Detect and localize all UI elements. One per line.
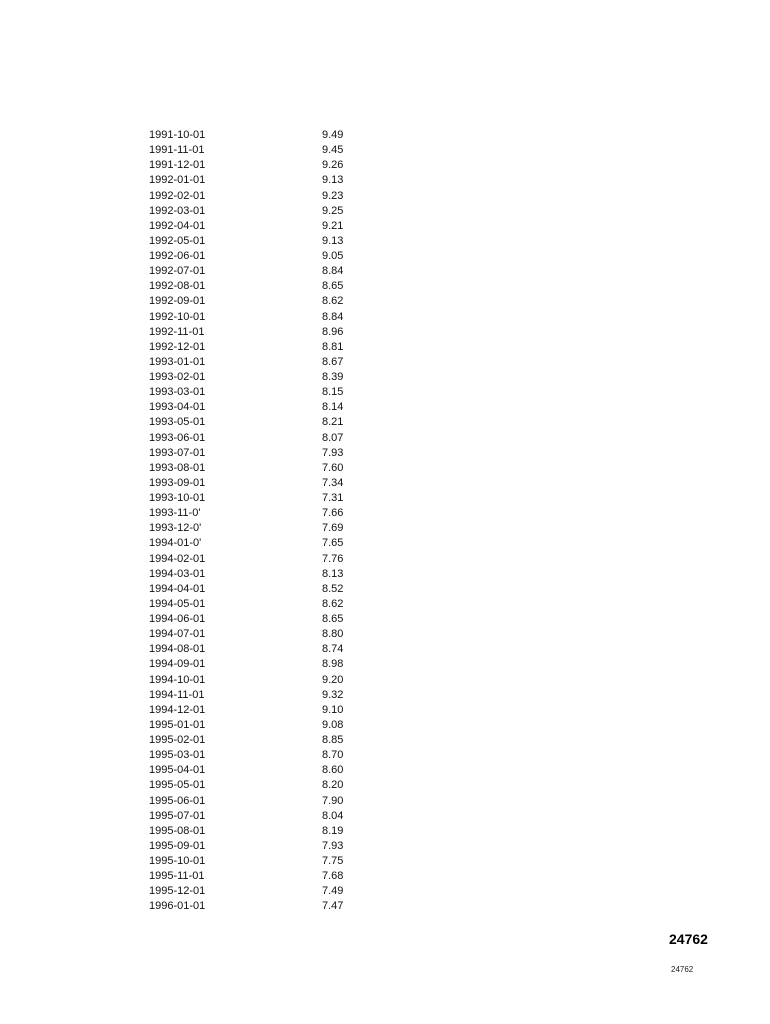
value-cell: 7.65 bbox=[322, 537, 344, 550]
value-cell: 8.62 bbox=[322, 295, 344, 308]
date-cell: 1993-07-01 bbox=[149, 446, 206, 459]
value-cell: 7.76 bbox=[322, 552, 344, 565]
value-cell: 9.08 bbox=[322, 718, 344, 731]
date-cell: 1991-12-01 bbox=[149, 159, 206, 172]
value-cell: 9.23 bbox=[322, 189, 344, 202]
value-cell: 9.13 bbox=[322, 234, 344, 247]
date-cell: 1994-05-01 bbox=[149, 597, 206, 610]
table-row bbox=[149, 189, 389, 204]
table-row bbox=[149, 128, 389, 143]
value-cell: 8.60 bbox=[322, 764, 344, 777]
value-cell: 7.90 bbox=[322, 794, 344, 807]
document-id-small: 24762 bbox=[671, 965, 694, 974]
date-cell: 1992-06-01 bbox=[149, 250, 206, 262]
value-cell: 8.21 bbox=[322, 416, 344, 429]
date-cell: 1994-04-01 bbox=[149, 582, 206, 595]
table-row bbox=[149, 294, 389, 309]
date-cell: 1993-10-01 bbox=[149, 492, 206, 504]
value-cell: 7.60 bbox=[322, 461, 344, 474]
value-cell: 8.52 bbox=[322, 582, 344, 595]
document-id-bold: 24762 bbox=[669, 931, 708, 947]
table-row bbox=[149, 809, 389, 824]
value-cell: 9.05 bbox=[322, 250, 344, 262]
date-cell: 1993-05-01 bbox=[149, 416, 206, 429]
value-cell: 8.15 bbox=[322, 386, 344, 399]
table-row bbox=[149, 869, 389, 884]
table-row bbox=[149, 597, 389, 612]
table-row bbox=[149, 370, 389, 385]
table-row bbox=[149, 703, 389, 718]
value-cell: 8.13 bbox=[322, 567, 344, 580]
date-cell: 1994-08-01 bbox=[149, 643, 206, 656]
date-cell: 1995-04-01 bbox=[149, 764, 206, 777]
table-row bbox=[149, 718, 389, 733]
table-row bbox=[149, 143, 389, 158]
table-row bbox=[149, 400, 389, 415]
value-cell: 8.96 bbox=[322, 325, 344, 338]
date-cell: 1995-07-01 bbox=[149, 809, 206, 822]
date-cell: 1992-04-01 bbox=[149, 219, 206, 232]
date-cell: 1994-11-01 bbox=[149, 688, 205, 701]
value-cell: 7.34 bbox=[322, 476, 344, 489]
date-cell: 1992-01-01 bbox=[149, 174, 206, 187]
value-cell: 8.65 bbox=[322, 613, 344, 625]
value-cell: 8.07 bbox=[322, 431, 344, 444]
table-row bbox=[149, 627, 389, 642]
date-cell: 1995-06-01 bbox=[149, 794, 206, 807]
date-cell: 1995-08-01 bbox=[149, 824, 206, 837]
date-cell: 1994-01-0' bbox=[149, 537, 202, 550]
date-cell: 1993-03-01 bbox=[149, 386, 206, 399]
data-table bbox=[149, 128, 389, 915]
value-cell: 7.69 bbox=[322, 522, 344, 535]
table-row bbox=[149, 657, 389, 672]
table-row bbox=[149, 173, 389, 188]
value-cell: 9.10 bbox=[322, 703, 344, 716]
date-cell: 1996-01-01 bbox=[149, 900, 206, 913]
date-cell: 1993-04-01 bbox=[149, 401, 206, 414]
date-cell: 1992-12-01 bbox=[149, 340, 206, 353]
value-cell: 9.26 bbox=[322, 159, 344, 172]
table-row bbox=[149, 219, 389, 234]
date-cell: 1993-06-01 bbox=[149, 431, 206, 444]
table-row bbox=[149, 461, 389, 476]
table-row bbox=[149, 899, 389, 914]
table-row bbox=[149, 310, 389, 325]
table-row bbox=[149, 884, 389, 899]
value-cell: 9.20 bbox=[322, 673, 344, 686]
table-row bbox=[149, 491, 389, 506]
date-cell: 1995-10-01 bbox=[149, 855, 206, 867]
date-cell: 1993-09-01 bbox=[149, 476, 206, 489]
value-cell: 8.85 bbox=[322, 734, 344, 746]
value-cell: 9.45 bbox=[322, 144, 344, 157]
date-cell: 1995-09-01 bbox=[149, 839, 206, 852]
value-cell: 8.84 bbox=[322, 310, 344, 323]
value-cell: 9.49 bbox=[322, 129, 344, 141]
table-row bbox=[149, 204, 389, 219]
value-cell: 8.74 bbox=[322, 643, 344, 656]
table-row bbox=[149, 642, 389, 657]
date-cell: 1992-08-01 bbox=[149, 280, 206, 293]
table-row bbox=[149, 552, 389, 567]
value-cell: 8.81 bbox=[322, 340, 344, 353]
value-cell: 7.93 bbox=[322, 446, 344, 459]
value-cell: 8.04 bbox=[322, 809, 344, 822]
value-cell: 7.75 bbox=[322, 855, 344, 867]
table-row bbox=[149, 536, 389, 551]
value-cell: 8.80 bbox=[322, 628, 344, 641]
table-row bbox=[149, 673, 389, 688]
value-cell: 7.49 bbox=[322, 885, 344, 898]
value-cell: 9.25 bbox=[322, 204, 344, 217]
date-cell: 1991-11-01 bbox=[149, 144, 205, 157]
date-cell: 1994-07-01 bbox=[149, 628, 206, 641]
table-row bbox=[149, 824, 389, 839]
table-row bbox=[149, 582, 389, 597]
value-cell: 8.62 bbox=[322, 597, 344, 610]
table-row bbox=[149, 733, 389, 748]
date-cell: 1991-10-01 bbox=[149, 129, 206, 141]
date-cell: 1992-07-01 bbox=[149, 265, 206, 278]
table-row bbox=[149, 264, 389, 279]
date-cell: 1994-12-01 bbox=[149, 703, 206, 716]
date-cell: 1993-02-01 bbox=[149, 371, 206, 383]
value-cell: 8.84 bbox=[322, 265, 344, 278]
table-row bbox=[149, 249, 389, 264]
table-row bbox=[149, 325, 389, 340]
table-row bbox=[149, 688, 389, 703]
date-cell: 1994-09-01 bbox=[149, 658, 206, 671]
value-cell: 7.93 bbox=[322, 839, 344, 852]
value-cell: 8.14 bbox=[322, 401, 344, 414]
table-row bbox=[149, 355, 389, 370]
value-cell: 7.47 bbox=[322, 900, 344, 913]
date-cell: 1995-03-01 bbox=[149, 749, 206, 762]
value-cell: 7.31 bbox=[322, 492, 344, 504]
date-cell: 1993-12-0' bbox=[149, 522, 202, 535]
value-cell: 8.65 bbox=[322, 280, 344, 293]
date-cell: 1994-10-01 bbox=[149, 673, 206, 686]
table-row bbox=[149, 279, 389, 294]
value-cell: 9.13 bbox=[322, 174, 344, 187]
value-cell: 8.20 bbox=[322, 779, 344, 792]
table-row bbox=[149, 431, 389, 446]
value-cell: 9.32 bbox=[322, 688, 344, 701]
table-row bbox=[149, 567, 389, 582]
date-cell: 1993-01-01 bbox=[149, 355, 206, 368]
date-cell: 1992-11-01 bbox=[149, 325, 205, 338]
table-row bbox=[149, 748, 389, 763]
table-row bbox=[149, 340, 389, 355]
table-row bbox=[149, 385, 389, 400]
table-row bbox=[149, 234, 389, 249]
value-cell: 8.70 bbox=[322, 749, 344, 762]
table-row bbox=[149, 778, 389, 793]
date-cell: 1994-02-01 bbox=[149, 552, 206, 565]
table-row bbox=[149, 415, 389, 430]
table-row bbox=[149, 763, 389, 778]
table-row bbox=[149, 476, 389, 491]
date-cell: 1992-03-01 bbox=[149, 204, 206, 217]
date-cell: 1993-08-01 bbox=[149, 461, 206, 474]
table-row bbox=[149, 446, 389, 461]
date-cell: 1995-01-01 bbox=[149, 718, 206, 731]
value-cell: 8.98 bbox=[322, 658, 344, 671]
date-cell: 1995-05-01 bbox=[149, 779, 206, 792]
date-cell: 1992-09-01 bbox=[149, 295, 206, 308]
value-cell: 7.66 bbox=[322, 507, 344, 520]
table-row bbox=[149, 612, 389, 627]
date-cell: 1992-02-01 bbox=[149, 189, 206, 202]
date-cell: 1992-05-01 bbox=[149, 234, 206, 247]
date-cell: 1995-02-01 bbox=[149, 734, 206, 746]
date-cell: 1994-06-01 bbox=[149, 613, 206, 625]
date-cell: 1993-11-0' bbox=[149, 507, 201, 520]
table-row bbox=[149, 839, 389, 854]
value-cell: 7.68 bbox=[322, 870, 344, 883]
date-cell: 1992-10-01 bbox=[149, 310, 206, 323]
date-cell: 1994-03-01 bbox=[149, 567, 206, 580]
value-cell: 9.21 bbox=[322, 219, 344, 232]
table-row bbox=[149, 158, 389, 173]
date-cell: 1995-11-01 bbox=[149, 870, 205, 883]
table-row bbox=[149, 854, 389, 869]
table-row bbox=[149, 794, 389, 809]
date-cell: 1995-12-01 bbox=[149, 885, 206, 898]
value-cell: 8.39 bbox=[322, 371, 344, 383]
value-cell: 8.67 bbox=[322, 355, 344, 368]
table-row bbox=[149, 506, 389, 521]
value-cell: 8.19 bbox=[322, 824, 344, 837]
table-row bbox=[149, 521, 389, 536]
